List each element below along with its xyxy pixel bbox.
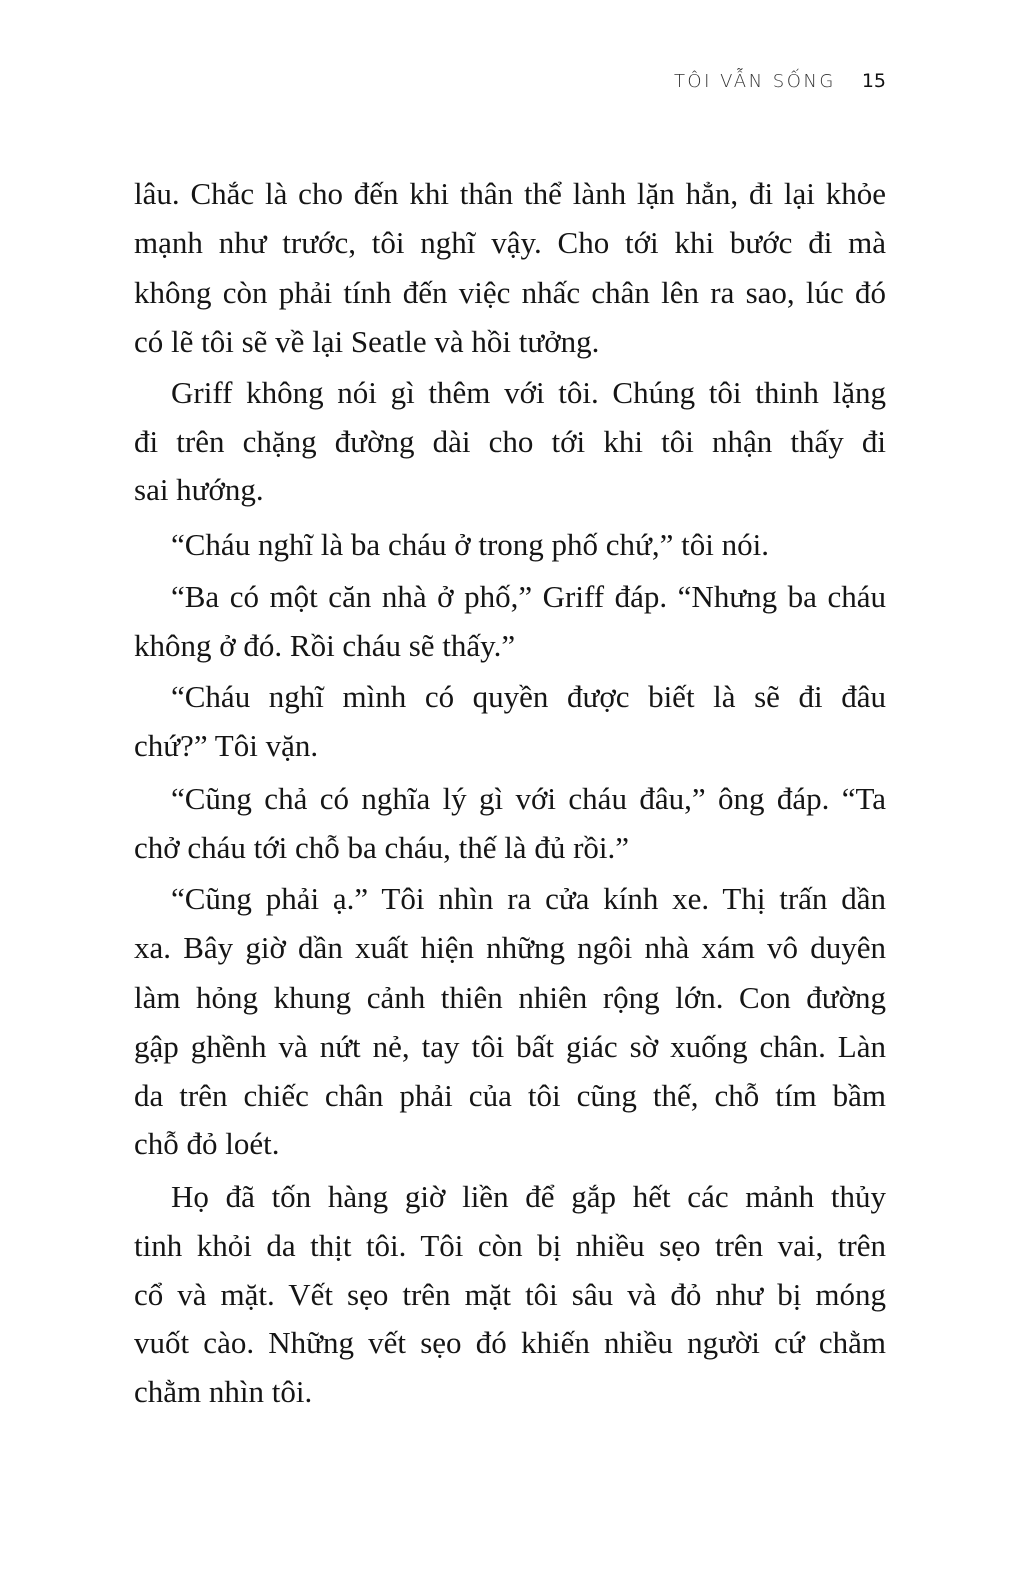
paragraph-2-line-3: sai hướng. [134,472,264,507]
paragraph-7-line-6: chỗ đỏ loét. [134,1126,280,1161]
paragraph-1-line-4: có lẽ tôi sẽ về lại Seatle và hồi tưởng. [134,324,600,359]
paragraph-6-line-2: chở cháu tới chỗ ba cháu, thế là đủ rồi.” [134,830,630,865]
paragraph-2-line-2: đi trên chặng đường dài cho tới khi tôi nhận thấy đi [134,424,886,459]
paragraph-1-line-1: lâu. Chắc là cho đến khi thân thể lành lặn hẳn, đi lại khỏe [134,176,886,211]
paragraph-1-line-2: mạnh như trước, tôi nghĩ vậy. Cho tới khi bước đi mà [134,225,886,260]
paragraph-7-line-1: “Cũng phải ạ.” Tôi nhìn ra cửa kính xe. Thị trấn dần [171,881,886,916]
paragraph-8-line-4: vuốt cào. Những vết sẹo đó khiến nhiều người cứ chằm [134,1325,886,1360]
paragraph-5-line-1: “Cháu nghĩ mình có quyền được biết là sẽ đi đâu [171,679,886,714]
paragraph-7-line-4: gập ghềnh và nứt nẻ, tay tôi bất giác sờ xuống chân. Làn [134,1029,886,1064]
paragraph-6-line-1: “Cũng chả có nghĩa lý gì với cháu đâu,” ông đáp. “Ta [171,781,886,816]
paragraph-7-line-2: xa. Bây giờ dần xuất hiện những ngôi nhà xám vô duyên [134,930,886,965]
paragraph-8-line-3: cổ và mặt. Vết sẹo trên mặt tôi sâu và đỏ như bị móng [134,1277,886,1312]
paragraph-7-line-3: làm hỏng khung cảnh thiên nhiên rộng lớn. Con đường [134,980,886,1015]
paragraph-8-line-2: tinh khỏi da thịt tôi. Tôi còn bị nhiều sẹo trên vai, trên [134,1228,886,1263]
paragraph-8-line-1: Họ đã tốn hàng giờ liền để gắp hết các mảnh thủy [171,1179,886,1214]
paragraph-5-line-2: chứ?” Tôi vặn. [134,728,319,763]
paragraph-1-line-3: không còn phải tính đến việc nhấc chân lên ra sao, lúc đó [134,275,886,310]
page-number: 15 [861,70,886,92]
paragraph-8-line-5: chằm nhìn tôi. [134,1374,313,1409]
paragraph-3-line-1: “Cháu nghĩ là ba cháu ở trong phố chứ,” tôi nói. [171,527,769,562]
paragraph-4-line-1: “Ba có một căn nhà ở phố,” Griff đáp. “Nhưng ba cháu [171,579,886,614]
running-head [674,70,886,92]
paragraph-7-line-5: da trên chiếc chân phải của tôi cũng thế, chỗ tím bầm [134,1078,886,1113]
paragraph-4-line-2: không ở đó. Rồi cháu sẽ thấy.” [134,628,516,663]
paragraph-2-line-1: Griff không nói gì thêm với tôi. Chúng tôi thinh lặng [171,375,886,410]
running-title: TÔI VẪN SỐNG [673,70,836,92]
